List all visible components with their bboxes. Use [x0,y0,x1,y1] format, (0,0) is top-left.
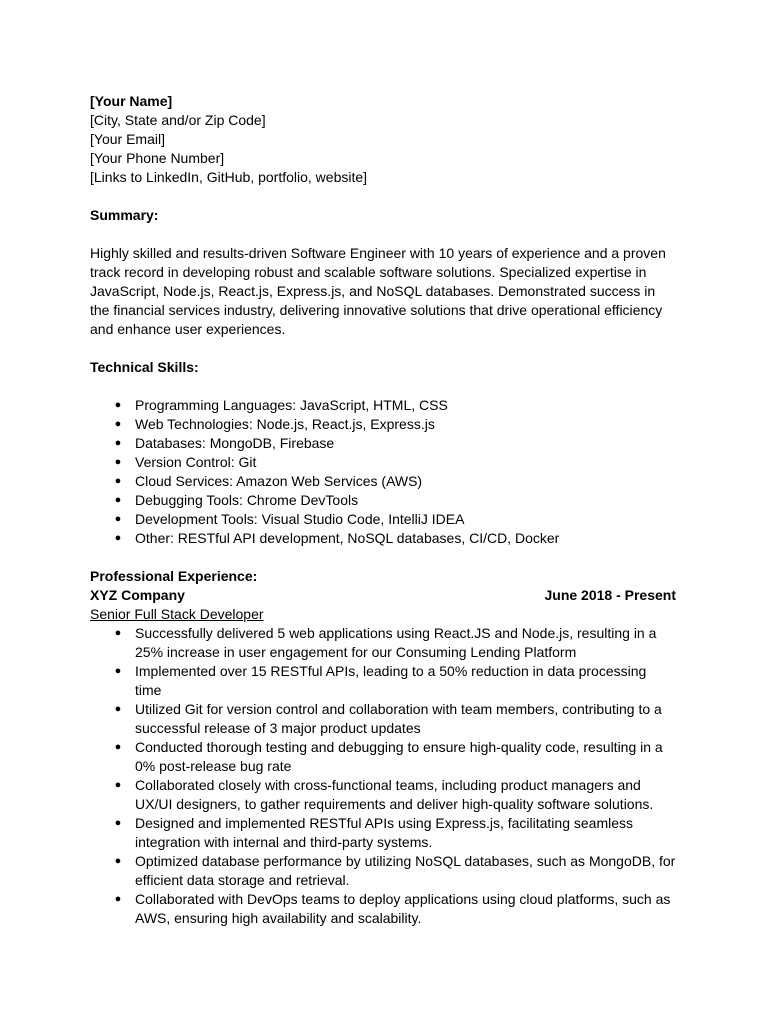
bullet-icon: ● [114,494,122,506]
bullet-icon: ● [114,665,122,677]
contact-location: [City, State and/or Zip Code] [90,112,266,128]
list-item [90,776,676,814]
spacer [90,225,676,244]
contact-name: [Your Name] [90,93,173,109]
job-bullets [90,624,676,928]
skill-text: Web Technologies: Node.js, React.js, Express.js [135,416,435,432]
bullet-icon: ● [114,627,122,639]
summary-section [90,206,676,339]
job-bullet-text: Optimized database performance by utilizing NoSQL databases, such as MongoDB, for efficient data storage and retrieval. [135,853,676,888]
job-bullet-text: Collaborated with DevOps teams to deploy applications using cloud platforms, such as AWS, ensuring high availability and scalability. [135,891,671,926]
spacer [90,339,676,358]
bullet-icon: ● [114,703,122,715]
skill-text: Other: RESTful API development, NoSQL databases, CI/CD, Docker [135,530,560,546]
list-item [90,415,676,434]
list-item [90,890,676,928]
spacer [90,377,676,396]
bullet-icon: ● [114,399,122,411]
spacer [90,187,676,206]
list-item [90,624,676,662]
skill-text: Cloud Services: Amazon Web Services (AWS) [135,473,423,489]
list-item [90,738,676,776]
skill-text: Development Tools: Visual Studio Code, IntelliJ IDEA [135,511,465,527]
job-header [90,586,676,605]
contact-links: [Links to LinkedIn, GitHub, portfolio, website] [90,169,368,185]
job-dates: June 2018 - Present [544,587,676,603]
bullet-icon: ● [114,532,122,544]
skill-text: Databases: MongoDB, Firebase [135,435,335,451]
skills-heading: Technical Skills: [90,359,199,375]
list-item [90,814,676,852]
bullet-icon: ● [114,418,122,430]
summary-text: Highly skilled and results-driven Software Engineer with 10 years of experience and a proven track record in developing robust and scalable software solutions. Specialized expertise in JavaScript, Node.js, React.js, Express.js, and NoSQL databases. Demonstrated success in the financial services industry, delivering innovative solutions that drive operational efficiency and enhance user experiences. [90,245,666,337]
list-item [90,852,676,890]
job-bullet-text: Successfully delivered 5 web applications using React.JS and Node.js, resulting in a 25% increase in user engagement for our Consuming Lending Platform [135,625,657,660]
job-bullet-text: Implemented over 15 RESTful APIs, leading to a 50% reduction in data processing time [135,663,647,698]
bullet-icon: ● [114,817,122,829]
bullet-icon: ● [114,741,122,753]
bullet-icon: ● [114,893,122,905]
bullet-icon: ● [114,855,122,867]
contact-phone: [Your Phone Number] [90,150,225,166]
skills-list [90,396,676,548]
job-title: Senior Full Stack Developer [90,606,264,622]
bullet-icon: ● [114,513,122,525]
list-item [90,510,676,529]
bullet-icon: ● [114,779,122,791]
skill-text: Version Control: Git [135,454,257,470]
job-bullet-text: Collaborated closely with cross-functional teams, including product managers and UX/UI designers, to gather requirements and deliver high-quality software solutions. [135,777,654,812]
list-item [90,662,676,700]
list-item [90,700,676,738]
job-bullet-text: Utilized Git for version control and collaboration with team members, contributing to a successful release of 3 major product updates [135,701,662,736]
list-item [90,396,676,415]
job-bullet-text: Conducted thorough testing and debugging to ensure high-quality code, resulting in a 0% post-release bug rate [135,739,663,774]
experience-section [90,567,676,928]
bullet-icon: ● [114,437,122,449]
skills-section [90,358,676,548]
experience-heading: Professional Experience: [90,568,258,584]
list-item [90,472,676,491]
skill-text: Debugging Tools: Chrome DevTools [135,492,359,508]
job-bullet-text: Designed and implemented RESTful APIs using Express.js, facilitating seamless integration with internal and third-party systems. [135,815,634,850]
list-item [90,434,676,453]
list-item [90,529,676,548]
contact-email: [Your Email] [90,131,165,147]
job-company: XYZ Company [90,587,185,603]
skill-text: Programming Languages: JavaScript, HTML, CSS [135,397,448,413]
summary-heading: Summary: [90,207,159,223]
bullet-icon: ● [114,456,122,468]
spacer [90,548,676,567]
list-item [90,491,676,510]
list-item [90,453,676,472]
bullet-icon: ● [114,475,122,487]
contact-block [90,92,676,187]
